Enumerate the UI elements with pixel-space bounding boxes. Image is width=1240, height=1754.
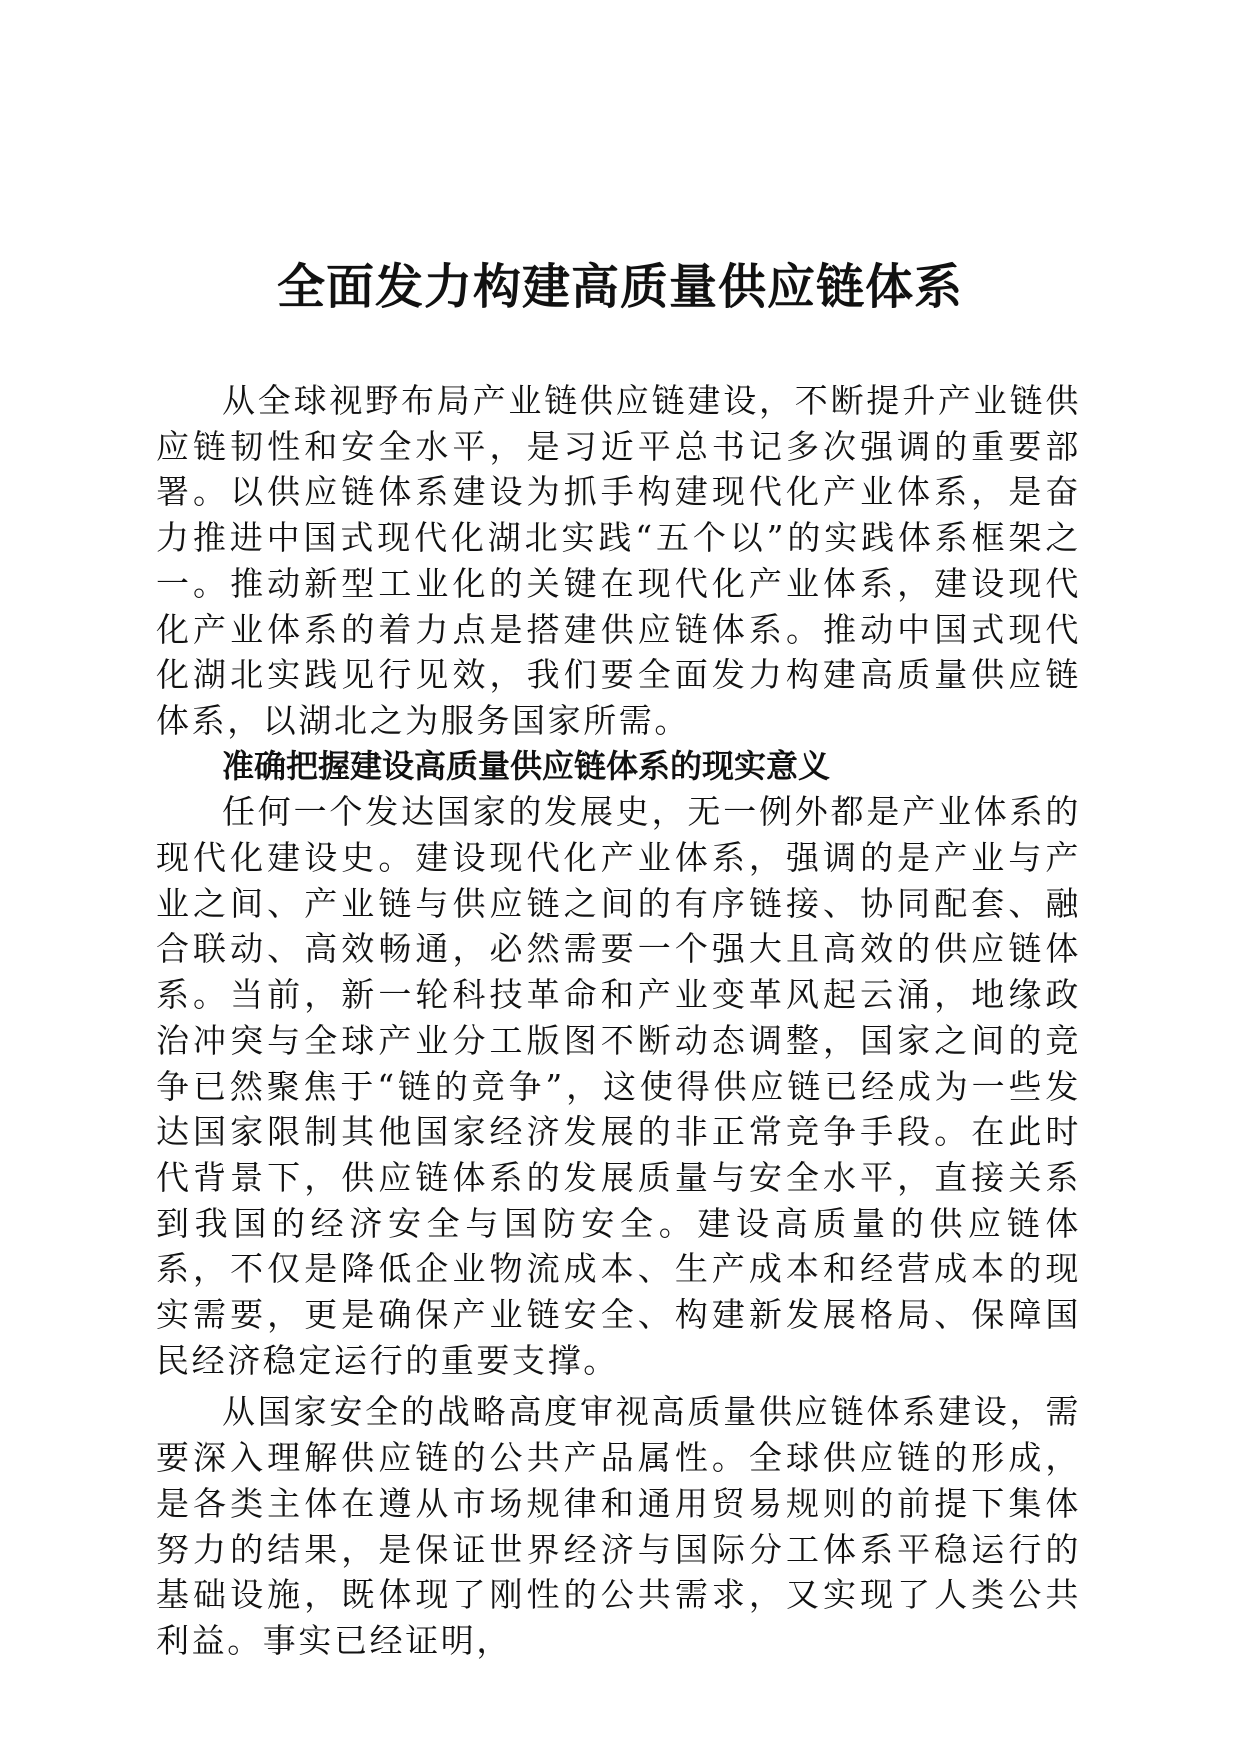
- body-paragraph: 任何一个发达国家的发展史，无一例外都是产业体系的现代化建设史。建设现代化产业体系，强调的是产业与产业之间、产业链与供应链之间的有序链接、协同配套、融合联动、高效畅通，必然需要一个强大且高效的供应链体系。当前，新一轮科技革命和产业变革风起云涌，地缘政治冲突与全球产业分工版图不断动态调整，国家之间的竞争已然聚焦于“链的竞争”，这使得供应链已经成为一些发达国家限制其他国家经济发展的非正常竞争手段。在此时代背景下，供应链体系的发展质量与安全水平，直接关系到我国的经济安全与国防安全。建设高质量的供应链体系，不仅是降低企业物流成本、生产成本和经营成本的现实需要，更是确保产业链安全、构建新发展格局、保障国民经济稳定运行的重要支撑。: [156, 792, 1081, 1380]
- body-paragraph: 从国家安全的战略高度审视高质量供应链体系建设，需要深入理解供应链的公共产品属性。全球供应链的形成，是各类主体在遵从市场规律和通用贸易规则的前提下集体努力的结果，是保证世界经济与国际分工体系平稳运行的基础设施，既体现了刚性的公共需求，又实现了人类公共利益。事实已经证明，: [156, 1392, 1081, 1660]
- section-heading: 准确把握建设高质量供应链体系的现实意义: [222, 746, 831, 785]
- document-body: [156, 378, 1081, 1664]
- intro-paragraph: 从全球视野布局产业链供应链建设，不断提升产业链供应链韧性和安全水平，是习近平总书记多次强调的重要部署。以供应链体系建设为抓手构建现代化产业体系，是奋力推进中国式现代化湖北实践“五个以”的实践体系框架之一。推动新型工业化的关键在现代化产业体系，建设现代化产业体系的着力点是搭建供应链体系。推动中国式现代化湖北实践见行见效，我们要全面发力构建高质量供应链体系，以湖北之为服务国家所需。: [156, 381, 1081, 740]
- document-title: 全面发力构建高质量供应链体系: [276, 259, 963, 315]
